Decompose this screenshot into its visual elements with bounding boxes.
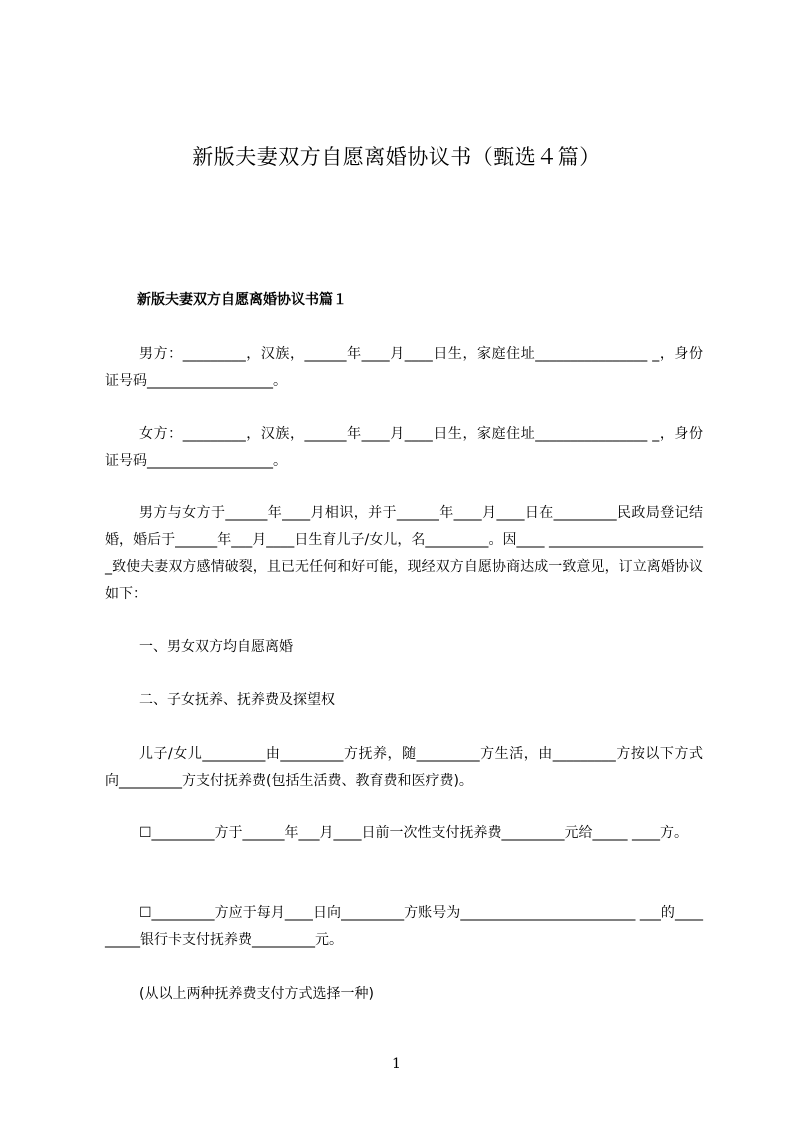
- clause-two-heading: 二、子女抚养、抚养费及探望权: [139, 692, 335, 708]
- lump-sum-payment-option: ☐_________方于______年___月____日前一次性支付抚养费_________元给_____ ____方。: [139, 825, 688, 841]
- male-party-paragraph: 男方：_________，汉族，______年____月____日生，家庭住址________________ _，身份证号码__________________。: [105, 346, 703, 389]
- page-number: 1: [392, 1056, 401, 1072]
- document-title: 新版夫妻双方自愿离婚协议书（甄选４篇）: [192, 145, 601, 169]
- payment-choice-note: (从以上两种抚养费支付方式选择一种): [139, 986, 374, 1002]
- clause-one-heading: 一、男女双方均自愿离婚: [139, 639, 293, 655]
- child-custody-paragraph: 儿子/女儿_________由_________方抚养，随_________方生活，由_________方按以下方式向_________方支付抚养费(包括生活费、教育费和医疗费)。: [105, 746, 703, 789]
- section-heading: 新版夫妻双方自愿离婚协议书篇１: [137, 292, 347, 308]
- female-party-paragraph: 女方：_________，汉族，______年____月____日生，家庭住址________________ _，身份证号码__________________。: [105, 426, 703, 469]
- marriage-background-paragraph: 男方与女方于______年____月相识，并于______年____月____日在_________民政局登记结婚，婚后于______年___月____日生育儿子/女儿，名_________。因____ _______________________致使夫妻双方感情破裂，且已无任何和好可能，现经双方自愿协商达成一致意见，订立离婚协议如下：: [105, 505, 703, 602]
- monthly-payment-option: ☐_________方应于每月____日向_________方账号为_________________________ ___的_________银行卡支付抚养费_________元。: [105, 905, 703, 948]
